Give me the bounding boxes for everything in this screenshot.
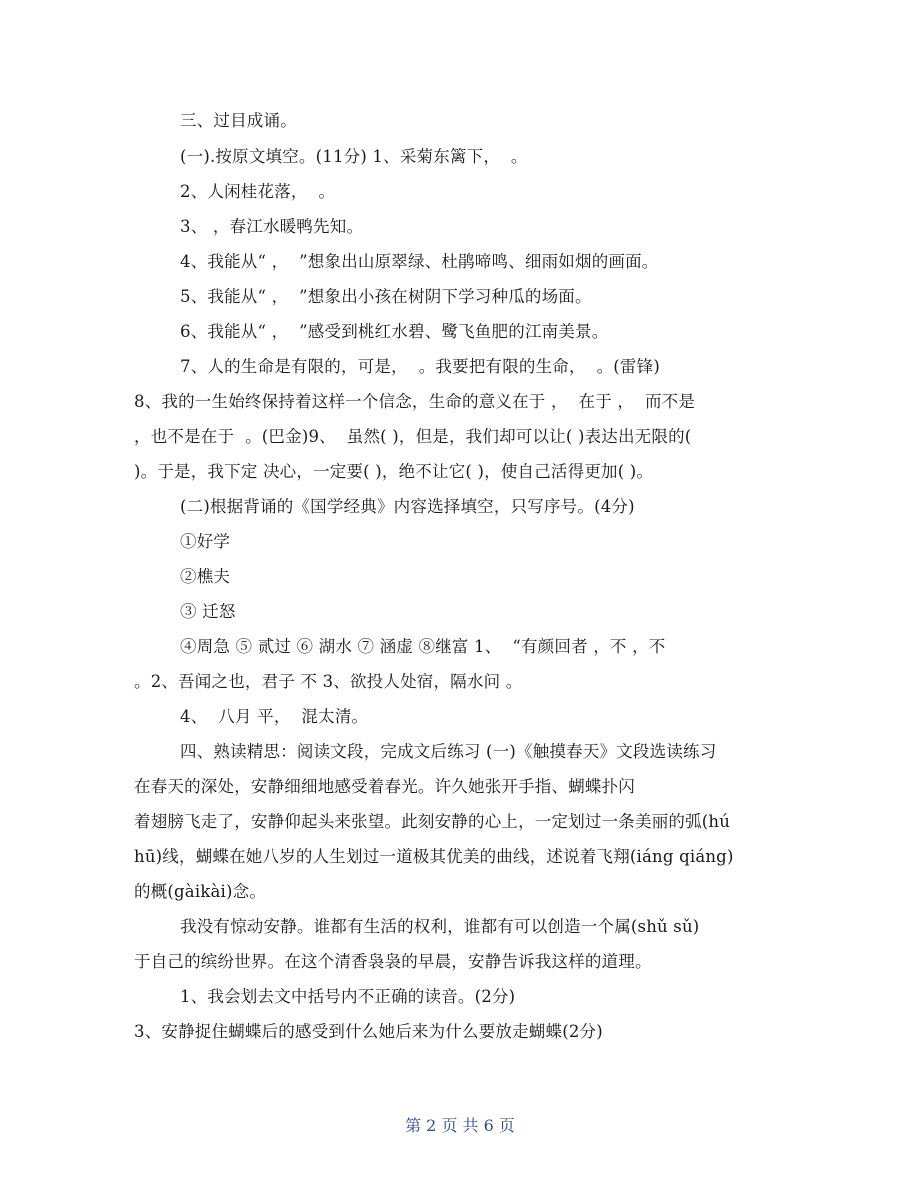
question-1-9-cont: )。于是，我下定 决心，一定要( )，绝不让它( )，使自己活得更加( )。 [134, 462, 654, 481]
section-4-heading: 四、熟读精思：阅读文段，完成文后练习 (一)《触摸春天》文段选读练习 [180, 742, 717, 761]
option-3: ③ 迁怒 [180, 602, 236, 621]
page-footer: 第 2 页 共 6 页 [405, 1116, 515, 1135]
passage-line-3: hū)线，蝴蝶在她八岁的人生划过一道极其优美的曲线，述说着飞翔(iáng qiáng) [134, 847, 734, 866]
question-2-2-3: 。2、吾闻之也，君子 不 3、欲投人处宿，隔水问 。 [134, 672, 523, 691]
question-1-6: 6、我能从“ ， ”感受到桃红水碧、鹭飞鱼肥的江南美景。 [180, 322, 609, 341]
exercise-3: 3、安静捉住蝴蝶后的感受到什么她后来为什么要放走蝴蝶(2分) [134, 1022, 603, 1041]
question-1-3: 3、 ，春江水暖鸭先知。 [180, 217, 364, 236]
section-2-heading: (二)根据背诵的《国学经典》内容选择填空，只写序号。(4分) [180, 497, 635, 516]
passage-line-1: 在春天的深处，安静细细地感受着春光。许久她张开手指、蝴蝶扑闪 [134, 777, 635, 796]
question-1-2: 2、人闲桂花落， 。 [180, 182, 336, 201]
options-4-8: ④周急 ⑤ 贰过 ⑥ 湖水 ⑦ 涵虚 ⑧继富 1、 “有颜回者 ，不 ，不 [180, 637, 666, 656]
question-1-7: 7、人的生命是有限的，可是， 。我要把有限的生命， 。(雷锋) [180, 357, 660, 376]
passage-line-6: 于自己的缤纷世界。在这个清香袅袅的早晨，安静告诉我这样的道理。 [134, 952, 652, 971]
question-1-1: (一).按原文填空。(11分) 1、采菊东篱下， 。 [180, 147, 528, 166]
question-2-4: 4、 八月 平， 混太清。 [180, 707, 369, 726]
question-1-4: 4、我能从“ ， ”想象出山原翠绿、杜鹃啼鸣、细雨如烟的画面。 [180, 252, 659, 271]
question-1-5: 5、我能从“ ， ”想象出小孩在树阴下学习种瓜的场面。 [180, 287, 592, 306]
passage-line-5: 我没有惊动安静。谁都有生活的权利，谁都有可以创造一个属(shǔ sǔ) [180, 917, 700, 936]
option-2: ②樵夫 [180, 567, 231, 586]
exercise-1: 1、我会划去文中括号内不正确的读音。(2分) [180, 987, 516, 1006]
passage-line-4: 的概(gàikài)念。 [134, 882, 267, 901]
option-1: ①好学 [180, 532, 231, 551]
section-3-heading: 三、过目成诵。 [180, 111, 297, 130]
passage-line-2: 着翅膀飞走了，安静仰起头来张望。此刻安静的心上，一定划过一条美丽的弧(hú [134, 812, 731, 831]
question-1-8-cont: ，也不是在于 。(巴金)9、 虽然( )，但是，我们却可以让( )表达出无限的( [134, 427, 692, 446]
question-1-8: 8、我的一生始终保持着这样一个信念，生命的意义在于 ， 在于 ， 而不是 [134, 392, 696, 411]
